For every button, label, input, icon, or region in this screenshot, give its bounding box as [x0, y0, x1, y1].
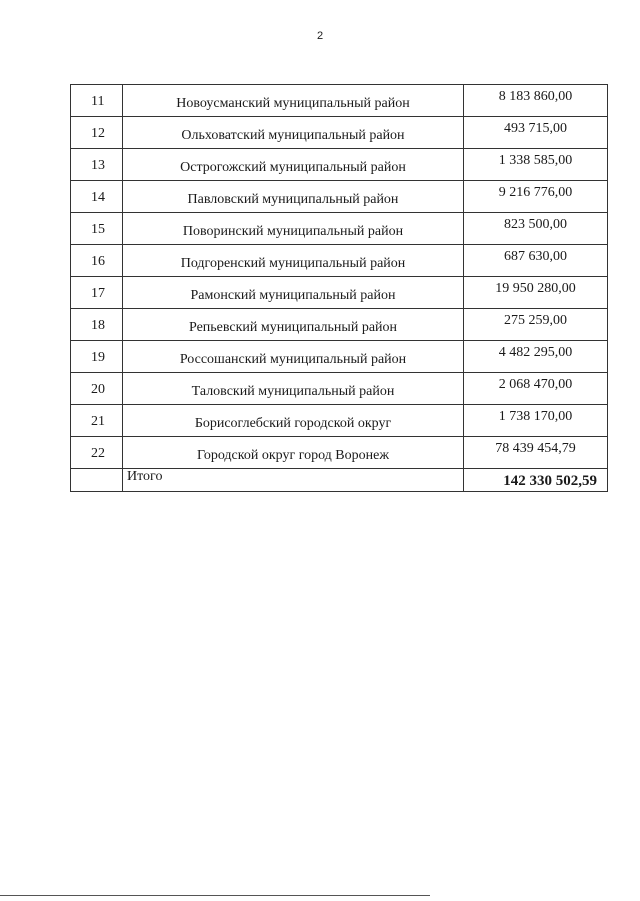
- municipality-name: Ольховатский муниципальный район: [123, 117, 464, 149]
- amount-value: 1 338 585,00: [464, 149, 608, 181]
- row-number: 22: [71, 437, 123, 469]
- municipality-name: Россошанский муниципальный район: [123, 341, 464, 373]
- amount-value: 2 068 470,00: [464, 373, 608, 405]
- page-number: 2: [316, 30, 324, 42]
- row-number: 14: [71, 181, 123, 213]
- total-row: [71, 469, 608, 492]
- municipality-name: Павловский муниципальный район: [123, 181, 464, 213]
- row-number: 18: [71, 309, 123, 341]
- allocation-table: [70, 84, 608, 492]
- table-row: [71, 277, 608, 309]
- municipality-name: Таловский муниципальный район: [123, 373, 464, 405]
- row-number: 15: [71, 213, 123, 245]
- amount-value: 823 500,00: [464, 213, 608, 245]
- amount-value: 687 630,00: [464, 245, 608, 277]
- row-number: 13: [71, 149, 123, 181]
- amount-value: 493 715,00: [464, 117, 608, 149]
- table-row: [71, 309, 608, 341]
- table-row: [71, 149, 608, 181]
- municipality-name: Городской округ город Воронеж: [123, 437, 464, 469]
- table-row: [71, 341, 608, 373]
- amount-value: 9 216 776,00: [464, 181, 608, 213]
- municipality-name: Острогожский муниципальный район: [123, 149, 464, 181]
- row-number: 11: [71, 85, 123, 117]
- municipality-name: Новоусманский муниципальный район: [123, 85, 464, 117]
- municipality-name: Поворинский муниципальный район: [123, 213, 464, 245]
- total-empty-cell: [71, 469, 123, 492]
- municipality-name: Подгоренский муниципальный район: [123, 245, 464, 277]
- row-number: 19: [71, 341, 123, 373]
- table-row: [71, 245, 608, 277]
- total-amount: 142 330 502,59: [464, 469, 608, 492]
- table-row: [71, 437, 608, 469]
- row-number: 21: [71, 405, 123, 437]
- table-row: [71, 181, 608, 213]
- amount-value: 78 439 454,79: [464, 437, 608, 469]
- amount-value: 4 482 295,00: [464, 341, 608, 373]
- municipality-name: Рамонский муниципальный район: [123, 277, 464, 309]
- amount-value: 1 738 170,00: [464, 405, 608, 437]
- municipality-name: Репьевский муниципальный район: [123, 309, 464, 341]
- table-row: [71, 213, 608, 245]
- row-number: 17: [71, 277, 123, 309]
- row-number: 12: [71, 117, 123, 149]
- table-row: [71, 117, 608, 149]
- table-row: [71, 85, 608, 117]
- total-label: Итого: [123, 469, 464, 492]
- table-row: [71, 405, 608, 437]
- amount-value: 19 950 280,00: [464, 277, 608, 309]
- amount-value: 8 183 860,00: [464, 85, 608, 117]
- bottom-divider: [0, 895, 430, 896]
- row-number: 16: [71, 245, 123, 277]
- table-row: [71, 373, 608, 405]
- amount-value: 275 259,00: [464, 309, 608, 341]
- municipality-name: Борисоглебский городской округ: [123, 405, 464, 437]
- row-number: 20: [71, 373, 123, 405]
